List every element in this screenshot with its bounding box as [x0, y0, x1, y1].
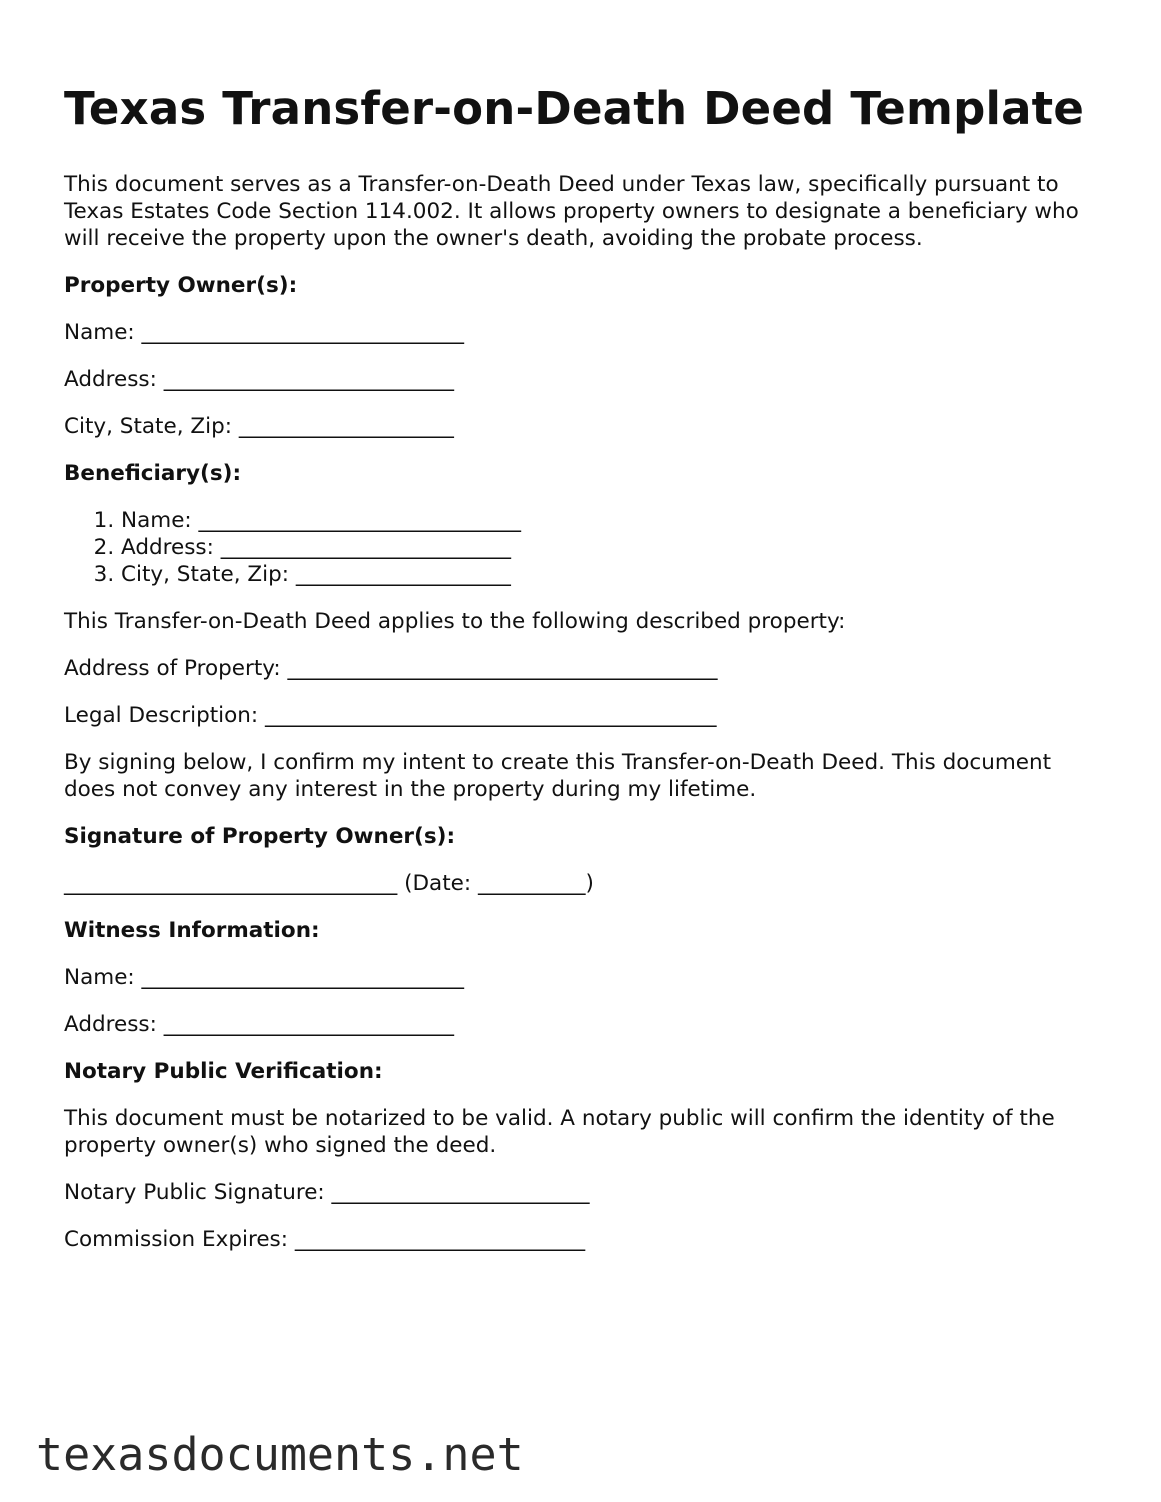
notary-heading: Notary Public Verification:: [64, 1059, 383, 1084]
confirmation-paragraph: By signing below, I confirm my intent to create this Transfer-on-Death Deed. This document does not convey any interest in the property during my lifetime.: [64, 750, 1052, 802]
witness-address-field: Address: ___________________________: [64, 1012, 454, 1037]
property-address-field: Address of Property: ________________________________________: [64, 656, 718, 681]
footer-watermark: texasdocuments.net: [36, 1428, 524, 1481]
legal-description-field: Legal Description: __________________________________________: [64, 703, 717, 728]
commission-expires-field: Commission Expires: ___________________________: [64, 1227, 586, 1252]
document-title: Texas Transfer-on-Death Deed Template: [64, 82, 1085, 135]
beneficiary-city-field: 3. City, State, Zip: ____________________: [121, 561, 1104, 588]
signature-heading: Signature of Property Owner(s):: [64, 824, 456, 849]
property-intro: This Transfer-on-Death Deed applies to the following described property:: [64, 609, 846, 634]
document-page: [64, 80, 1104, 1273]
notary-signature-field: Notary Public Signature: ________________________: [64, 1180, 590, 1205]
owner-address-field: Address: ___________________________: [64, 367, 454, 392]
intro-paragraph: This document serves as a Transfer-on-Death Deed under Texas law, specifically pursuant to Texas Estates Code Section 114.002. It allows property owners to designate a beneficiary who will receive the property upon the owner's death, avoiding the probate process.: [64, 172, 1079, 251]
beneficiary-heading: Beneficiary(s):: [64, 461, 242, 486]
signature-line: _______________________________ (Date: __________): [64, 871, 594, 896]
property-owner-heading: Property Owner(s):: [64, 273, 298, 298]
witness-name-field: Name: ______________________________: [64, 965, 465, 990]
beneficiary-address-field: 2. Address: ___________________________: [121, 534, 1104, 561]
beneficiary-name-field: 1. Name: ______________________________: [121, 507, 1104, 534]
owner-name-field: Name: ______________________________: [64, 320, 465, 345]
beneficiary-list: [64, 507, 1104, 588]
owner-city-field: City, State, Zip: ____________________: [64, 414, 454, 439]
witness-heading: Witness Information:: [64, 918, 320, 943]
notary-paragraph: This document must be notarized to be valid. A notary public will confirm the identity of the property owner(s) who signed the deed.: [64, 1106, 1055, 1158]
